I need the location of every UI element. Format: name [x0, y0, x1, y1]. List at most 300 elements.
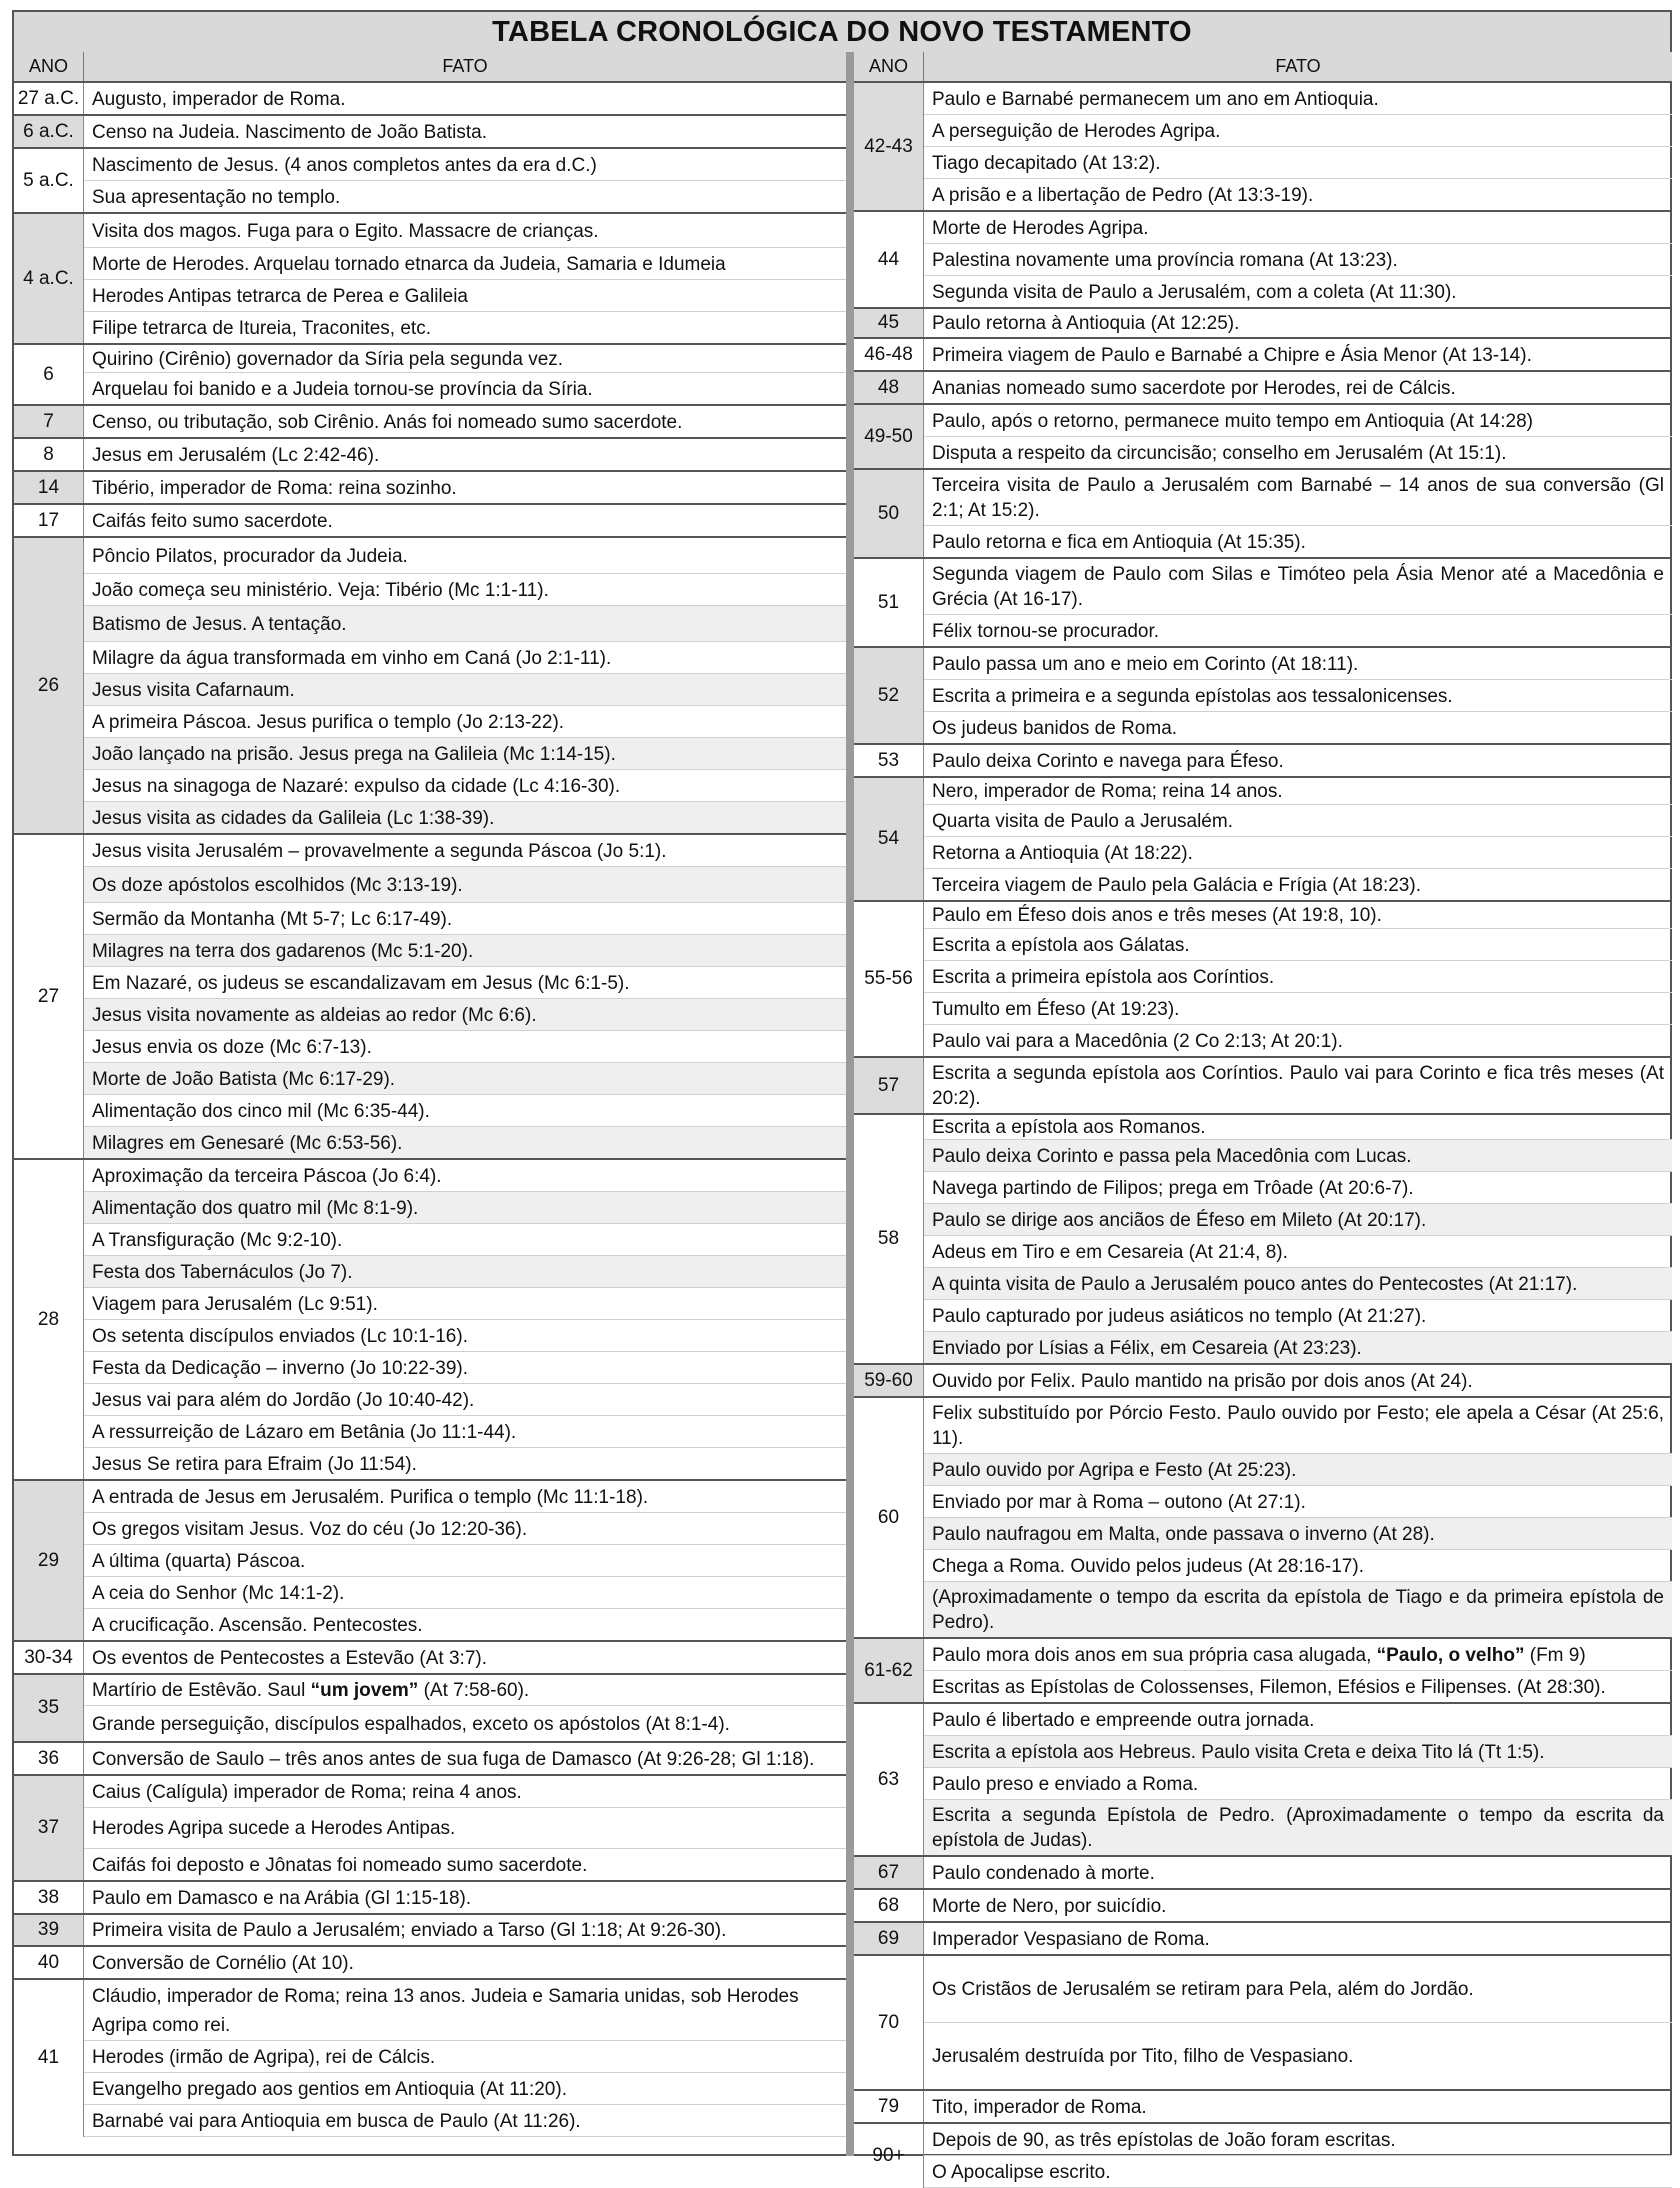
fact-cell: Grande perseguição, discípulos espalhados, exceto os apóstolos (At 8:1-4).	[84, 1706, 847, 1743]
table-row	[14, 834, 846, 867]
table-row	[14, 213, 846, 248]
year-cell: 27	[14, 834, 84, 1159]
table-row	[854, 1955, 1672, 2023]
table-row	[14, 1320, 846, 1352]
table-row	[854, 1768, 1672, 1800]
table-row	[14, 1159, 846, 1192]
fact-cell: Caifás feito sumo sacerdote.	[84, 504, 847, 537]
year-cell: 63	[854, 1703, 924, 1856]
fact-cell: Paulo e Barnabé permanecem um ano em Antioquia.	[924, 83, 1673, 115]
fact-cell: Festa da Dedicação – inverno (Jo 10:22-39).	[84, 1352, 847, 1384]
table-row	[14, 967, 846, 999]
chronology-page	[12, 10, 1672, 2183]
table-row	[14, 935, 846, 967]
table-row	[854, 1057, 1672, 1114]
table-row	[14, 1480, 846, 1513]
table-row	[14, 312, 846, 345]
table-row	[14, 115, 846, 148]
fact-cell: Escrita a segunda epístola aos Coríntios. Paulo vai para Corinto e fica três meses (At 20:2).	[924, 1057, 1673, 1114]
year-cell: 5 a.C.	[14, 148, 84, 213]
fact-cell: Alimentação dos cinco mil (Mc 6:35-44).	[84, 1095, 847, 1127]
table-row	[14, 1641, 846, 1674]
fact-cell: Depois de 90, as três epístolas de João foram escritas.	[924, 2123, 1673, 2156]
fact-cell: Milagres na terra dos gadarenos (Mc 5:1-20).	[84, 935, 847, 967]
table-row	[14, 1352, 846, 1384]
year-cell: 14	[14, 471, 84, 504]
table-row	[14, 1224, 846, 1256]
year-cell: 49-50	[854, 404, 924, 469]
table-row	[854, 1300, 1672, 1332]
fact-cell: Jesus envia os doze (Mc 6:7-13).	[84, 1031, 847, 1063]
table-row	[14, 1031, 846, 1063]
year-cell: 35	[14, 1674, 84, 1742]
year-cell: 60	[854, 1397, 924, 1638]
year-cell: 7	[14, 405, 84, 438]
table-row	[854, 179, 1672, 212]
left-header-row	[14, 52, 846, 83]
table-row	[14, 770, 846, 802]
fact-cell: Paulo condenado à morte.	[924, 1856, 1673, 1889]
fact-cell: Evangelho pregado aos gentios em Antioquia (At 11:20).	[84, 2073, 847, 2105]
fact-cell: Jesus visita Jerusalém – provavelmente a segunda Páscoa (Jo 5:1).	[84, 834, 847, 867]
table-row	[14, 574, 846, 606]
year-cell: 17	[14, 504, 84, 537]
fact-cell: Os judeus banidos de Roma.	[924, 712, 1673, 745]
table-row	[854, 901, 1672, 929]
year-cell: 39	[14, 1914, 84, 1946]
year-cell: 41	[14, 1979, 84, 2137]
fact-cell: Quirino (Cirênio) governador da Síria pela segunda vez.	[84, 344, 847, 373]
fact-cell: Sua apresentação no templo.	[84, 181, 847, 214]
fact-cell: Escritas as Epístolas de Colossenses, Filemon, Efésios e Filipenses. (At 28:30).	[924, 1671, 1673, 1704]
fact-cell: João começa seu ministério. Veja: Tibério (Mc 1:1-11).	[84, 574, 847, 606]
fact-cell: Paulo preso e enviado a Roma.	[924, 1768, 1673, 1800]
year-cell: 48	[854, 371, 924, 404]
fact-cell: Chega a Roma. Ouvido pelos judeus (At 28:16-17).	[924, 1550, 1673, 1582]
table-row	[854, 1638, 1672, 1671]
table-row	[14, 606, 846, 642]
table-row	[14, 373, 846, 406]
table-row	[854, 1856, 1672, 1889]
year-cell: 29	[14, 1480, 84, 1641]
table-row	[14, 1384, 846, 1416]
fact-cell: Tito, imperador de Roma.	[924, 2090, 1673, 2123]
fact-cell: Alimentação dos quatro mil (Mc 8:1-9).	[84, 1192, 847, 1224]
year-cell: 26	[14, 537, 84, 834]
fact-cell: Jesus em Jerusalém (Lc 2:42-46).	[84, 438, 847, 471]
fact-cell: A ressurreição de Lázaro em Betânia (Jo 11:1-44).	[84, 1416, 847, 1448]
fact-cell: Escrita a segunda Epístola de Pedro. (Aproximadamente o tempo da escrita da epístola de Judas).	[924, 1800, 1673, 1857]
fact-cell: Os doze apóstolos escolhidos (Mc 3:13-19).	[84, 867, 847, 903]
fact-cell: Jesus vai para além do Jordão (Jo 10:40-42).	[84, 1384, 847, 1416]
table-row	[854, 1332, 1672, 1365]
table-row	[854, 1889, 1672, 1922]
fact-cell: Escrita a epístola aos Hebreus. Paulo visita Creta e deixa Tito lá (Tt 1:5).	[924, 1736, 1673, 1768]
fact-header: FATO	[1275, 56, 1321, 76]
right-column	[854, 52, 1672, 2188]
table-row	[14, 1979, 846, 2041]
year-cell: 8	[14, 438, 84, 471]
table-row	[854, 1703, 1672, 1736]
fact-cell: Censo, ou tributação, sob Cirênio. Anás foi nomeado sumo sacerdote.	[84, 405, 847, 438]
table-row	[854, 437, 1672, 470]
fact-cell: Jesus visita as cidades da Galileia (Lc 1:38-39).	[84, 802, 847, 835]
table-row	[854, 1671, 1672, 1704]
fact-cell: Herodes Agripa sucede a Herodes Antipas.	[84, 1808, 847, 1849]
fact-cell: Herodes (irmão de Agripa), rei de Cálcis.	[84, 2041, 847, 2073]
table-row	[14, 999, 846, 1031]
table-row	[854, 1486, 1672, 1518]
table-row	[854, 1550, 1672, 1582]
year-header: ANO	[14, 52, 84, 81]
fact-cell: Arquelau foi banido e a Judeia tornou-se província da Síria.	[84, 373, 847, 406]
table-row	[14, 1742, 846, 1775]
fact-cell: Os Cristãos de Jerusalém se retiram para Pela, além do Jordão.	[924, 1955, 1673, 2023]
fact-cell: Nero, imperador de Roma; reina 14 anos.	[924, 777, 1673, 805]
fact-cell: Segunda viagem de Paulo com Silas e Timóteo pela Ásia Menor até a Macedônia e Grécia (At 16-17).	[924, 558, 1673, 615]
fact-cell: Imperador Vespasiano de Roma.	[924, 1922, 1673, 1955]
year-cell: 79	[854, 2090, 924, 2123]
fact-cell: Ouvido por Felix. Paulo mantido na prisão por dois anos (At 24).	[924, 1364, 1673, 1397]
fact-cell: Milagres em Genesaré (Mc 6:53-56).	[84, 1127, 847, 1160]
year-cell: 27 a.C.	[14, 83, 84, 115]
table-row	[854, 1800, 1672, 1857]
fact-cell: Batismo de Jesus. A tentação.	[84, 606, 847, 642]
table-row	[14, 1127, 846, 1160]
year-cell: 53	[854, 744, 924, 777]
year-cell: 38	[14, 1881, 84, 1914]
fact-cell: A prisão e a libertação de Pedro (At 13:3-19).	[924, 179, 1673, 212]
table-row	[854, 1736, 1672, 1768]
fact-cell: Félix tornou-se procurador.	[924, 615, 1673, 648]
page-title: TABELA CRONOLÓGICA DO NOVO TESTAMENTO	[14, 12, 1670, 54]
year-cell: 54	[854, 777, 924, 901]
fact-cell: Filipe tetrarca de Itureia, Traconites, etc.	[84, 312, 847, 345]
fact-cell: Os gregos visitam Jesus. Voz do céu (Jo 12:20-36).	[84, 1513, 847, 1545]
year-cell: 90+	[854, 2123, 924, 2188]
table-row	[14, 471, 846, 504]
right-chronology-table	[854, 83, 1672, 2188]
fact-cell: Tibério, imperador de Roma: reina sozinho.	[84, 471, 847, 504]
table-row	[14, 248, 846, 280]
table-row	[854, 647, 1672, 680]
fact-cell: Paulo naufragou em Malta, onde passava o inverno (At 28).	[924, 1518, 1673, 1550]
year-cell: 59-60	[854, 1364, 924, 1397]
fact-cell: Primeira viagem de Paulo e Barnabé a Chipre e Ásia Menor (At 13-14).	[924, 338, 1673, 371]
table-row	[854, 961, 1672, 993]
year-cell: 6 a.C.	[14, 115, 84, 148]
table-row	[854, 1140, 1672, 1172]
year-cell: 40	[14, 1946, 84, 1979]
table-row	[854, 1922, 1672, 1955]
fact-cell: Retorna a Antioquia (At 18:22).	[924, 837, 1673, 869]
year-header: ANO	[854, 52, 924, 81]
table-row	[854, 2023, 1672, 2091]
fact-cell: A Transfiguração (Mc 9:2-10).	[84, 1224, 847, 1256]
fact-cell: Jerusalém destruída por Tito, filho de Vespasiano.	[924, 2023, 1673, 2091]
year-cell: 30-34	[14, 1641, 84, 1674]
fact-cell: Barnabé vai para Antioquia em busca de Paulo (At 11:26).	[84, 2105, 847, 2137]
fact-cell: Milagre da água transformada em vinho em Caná (Jo 2:1-11).	[84, 642, 847, 674]
table-row	[14, 1849, 846, 1882]
fact-cell: Augusto, imperador de Roma.	[84, 83, 847, 115]
table-row	[14, 1881, 846, 1914]
fact-cell: Visita dos magos. Fuga para o Egito. Massacre de crianças.	[84, 213, 847, 248]
table-row	[854, 338, 1672, 371]
fact-cell: A quinta visita de Paulo a Jerusalém pouco antes do Pentecostes (At 21:17).	[924, 1268, 1673, 1300]
fact-cell: Paulo é libertado e empreende outra jornada.	[924, 1703, 1673, 1736]
table-row	[854, 211, 1672, 244]
fact-cell: Festa dos Tabernáculos (Jo 7).	[84, 1256, 847, 1288]
table-row	[14, 642, 846, 674]
fact-cell: Morte de Herodes Agripa.	[924, 211, 1673, 244]
table-row	[14, 1192, 846, 1224]
table-row	[14, 1063, 846, 1095]
year-cell: 61-62	[854, 1638, 924, 1703]
fact-cell: Nascimento de Jesus. (4 anos completos antes da era d.C.)	[84, 148, 847, 181]
fact-cell: Tiago decapitado (At 13:2).	[924, 147, 1673, 179]
table-row	[14, 280, 846, 312]
fact-cell: Paulo retorna e fica em Antioquia (At 15:35).	[924, 526, 1673, 559]
fact-cell: Censo na Judeia. Nascimento de João Batista.	[84, 115, 847, 148]
quoted-emphasis: “um jovem”	[310, 1680, 419, 1701]
fact-cell: Sermão da Montanha (Mt 5-7; Lc 6:17-49).	[84, 903, 847, 935]
table-row	[854, 371, 1672, 404]
year-cell: 4 a.C.	[14, 213, 84, 344]
fact-cell: Escrita a primeira epístola aos Coríntios.	[924, 961, 1673, 993]
fact-cell: Tumulto em Éfeso (At 19:23).	[924, 993, 1673, 1025]
fact-cell: Jesus na sinagoga de Nazaré: expulso da cidade (Lc 4:16-30).	[84, 770, 847, 802]
fact-cell: Morte de João Batista (Mc 6:17-29).	[84, 1063, 847, 1095]
table-row	[14, 867, 846, 903]
table-row	[14, 1513, 846, 1545]
fact-cell: Morte de Nero, por suicídio.	[924, 1889, 1673, 1922]
fact-cell: Jesus visita novamente as aldeias ao redor (Mc 6:6).	[84, 999, 847, 1031]
table-row	[854, 83, 1672, 115]
table-row	[14, 1706, 846, 1743]
table-row	[14, 2105, 846, 2137]
fact-cell: Paulo ouvido por Agripa e Festo (At 25:23).	[924, 1454, 1673, 1486]
table-row	[854, 244, 1672, 276]
table-row	[14, 537, 846, 574]
year-cell: 42-43	[854, 83, 924, 211]
year-cell: 58	[854, 1114, 924, 1364]
fact-cell: Paulo retorna à Antioquia (At 12:25).	[924, 308, 1673, 338]
table-row	[854, 1172, 1672, 1204]
fact-cell: Pôncio Pilatos, procurador da Judeia.	[84, 537, 847, 574]
fact-cell: Morte de Herodes. Arquelau tornado etnarca da Judeia, Samaria e Idumeia	[84, 248, 847, 280]
table-row	[14, 1577, 846, 1609]
table-row	[14, 504, 846, 537]
table-row	[854, 2123, 1672, 2156]
table-row	[14, 1914, 846, 1946]
fact-cell: A ceia do Senhor (Mc 14:1-2).	[84, 1577, 847, 1609]
table-row	[14, 903, 846, 935]
year-cell: 44	[854, 211, 924, 308]
table-row	[854, 1025, 1672, 1058]
table-row	[854, 1114, 1672, 1140]
fact-cell: Terceira viagem de Paulo pela Galácia e Frígia (At 18:23).	[924, 869, 1673, 902]
table-row	[854, 1236, 1672, 1268]
year-cell: 57	[854, 1057, 924, 1114]
table-row	[14, 1946, 846, 1979]
fact-cell: Palestina novamente uma província romana (At 13:23).	[924, 244, 1673, 276]
table-row	[14, 1609, 846, 1642]
table-row	[854, 744, 1672, 777]
year-cell: 50	[854, 469, 924, 558]
table-row	[854, 1268, 1672, 1300]
fact-cell: Felix substituído por Pórcio Festo. Paulo ouvido por Festo; ele apela a César (At 25:6, 11).	[924, 1397, 1673, 1454]
fact-cell: Martírio de Estêvão. Saul “um jovem” (At 7:58-60).	[84, 1674, 847, 1706]
table-row	[14, 1095, 846, 1127]
fact-cell: Em Nazaré, os judeus se escandalizavam em Jesus (Mc 6:1-5).	[84, 967, 847, 999]
table-row	[854, 2156, 1672, 2188]
table-row	[854, 805, 1672, 837]
fact-cell: Paulo capturado por judeus asiáticos no templo (At 21:27).	[924, 1300, 1673, 1332]
fact-cell: Cláudio, imperador de Roma; reina 13 anos. Judeia e Samaria unidas, sob Herodes Agripa como rei.	[84, 1979, 847, 2041]
table-row	[14, 148, 846, 181]
year-cell: 70	[854, 1955, 924, 2090]
fact-cell: Paulo em Damasco e na Arábia (Gl 1:15-18).	[84, 1881, 847, 1914]
table-row	[854, 526, 1672, 559]
year-cell: 52	[854, 647, 924, 744]
left-column	[14, 52, 846, 2137]
fact-cell: Segunda visita de Paulo a Jerusalém, com a coleta (At 11:30).	[924, 276, 1673, 309]
fact-cell: Navega partindo de Filipos; prega em Trôade (At 20:6-7).	[924, 1172, 1673, 1204]
fact-cell: O Apocalipse escrito.	[924, 2156, 1673, 2188]
year-cell: 51	[854, 558, 924, 647]
column-divider	[846, 52, 854, 2156]
fact-cell: Escrita a primeira e a segunda epístolas aos tessalonicenses.	[924, 680, 1673, 712]
fact-cell: A primeira Páscoa. Jesus purifica o templo (Jo 2:13-22).	[84, 706, 847, 738]
year-cell: 67	[854, 1856, 924, 1889]
table-row	[14, 1808, 846, 1849]
table-row	[854, 777, 1672, 805]
fact-cell: Quarta visita de Paulo a Jerusalém.	[924, 805, 1673, 837]
fact-cell: Escrita a epístola aos Gálatas.	[924, 929, 1673, 961]
table-row	[14, 344, 846, 373]
table-row	[14, 738, 846, 770]
table-row	[854, 404, 1672, 437]
fact-cell: (Aproximadamente o tempo da escrita da epístola de Tiago e da primeira epístola de Pedro).	[924, 1582, 1673, 1639]
fact-cell: Ananias nomeado sumo sacerdote por Herodes, rei de Cálcis.	[924, 371, 1673, 404]
table-row	[14, 1674, 846, 1706]
table-row	[854, 2090, 1672, 2123]
table-row	[854, 469, 1672, 526]
fact-cell: Os eventos de Pentecostes a Estevão (At 3:7).	[84, 1641, 847, 1674]
year-cell: 68	[854, 1889, 924, 1922]
table-row	[854, 869, 1672, 902]
table-row	[14, 181, 846, 214]
table-row	[14, 1416, 846, 1448]
fact-cell: Jesus Se retira para Efraim (Jo 11:54).	[84, 1448, 847, 1481]
fact-cell: Paulo deixa Corinto e passa pela Macedônia com Lucas.	[924, 1140, 1673, 1172]
fact-cell: Disputa a respeito da circuncisão; conselho em Jerusalém (At 15:1).	[924, 437, 1673, 470]
year-cell: 6	[14, 344, 84, 405]
table-row	[854, 276, 1672, 309]
table-row	[14, 802, 846, 835]
table-row	[854, 1397, 1672, 1454]
fact-cell: Enviado por Lísias a Félix, em Cesareia (At 23:23).	[924, 1332, 1673, 1365]
table-row	[14, 2041, 846, 2073]
fact-cell: Os setenta discípulos enviados (Lc 10:1-16).	[84, 1320, 847, 1352]
year-cell: 55-56	[854, 901, 924, 1057]
fact-cell: A entrada de Jesus em Jerusalém. Purifica o templo (Mc 11:1-18).	[84, 1480, 847, 1513]
year-cell: 69	[854, 1922, 924, 1955]
fact-cell: Paulo se dirige aos anciãos de Éfeso em Mileto (At 20:17).	[924, 1204, 1673, 1236]
fact-cell: A perseguição de Herodes Agripa.	[924, 115, 1673, 147]
table-row	[854, 929, 1672, 961]
fact-cell: Paulo, após o retorno, permanece muito tempo em Antioquia (At 14:28)	[924, 404, 1673, 437]
table-row	[14, 674, 846, 706]
table-row	[14, 438, 846, 471]
table-row	[854, 993, 1672, 1025]
table-row	[854, 712, 1672, 745]
fact-cell: Jesus visita Cafarnaum.	[84, 674, 847, 706]
fact-cell: Herodes Antipas tetrarca de Perea e Galileia	[84, 280, 847, 312]
fact-cell: Conversão de Saulo – três anos antes de sua fuga de Damasco (At 9:26-28; Gl 1:18).	[84, 1742, 847, 1775]
table-row	[854, 558, 1672, 615]
table-row	[854, 1364, 1672, 1397]
table-row	[14, 1545, 846, 1577]
year-cell: 45	[854, 308, 924, 338]
quoted-emphasis: “Paulo, o velho”	[1376, 1645, 1525, 1666]
year-cell: 36	[14, 1742, 84, 1775]
table-row	[14, 405, 846, 438]
year-cell: 28	[14, 1159, 84, 1480]
fact-cell: Enviado por mar à Roma – outono (At 27:1).	[924, 1486, 1673, 1518]
fact-cell: Escrita a epístola aos Romanos.	[924, 1114, 1673, 1140]
fact-cell: Caifás foi deposto e Jônatas foi nomeado sumo sacerdote.	[84, 1849, 847, 1882]
fact-cell: A última (quarta) Páscoa.	[84, 1545, 847, 1577]
table-row	[14, 1288, 846, 1320]
table-row	[854, 837, 1672, 869]
year-cell: 46-48	[854, 338, 924, 371]
table-row	[14, 1256, 846, 1288]
table-row	[14, 1775, 846, 1808]
table-row	[854, 1582, 1672, 1639]
table-row	[854, 115, 1672, 147]
fact-cell: Viagem para Jerusalém (Lc 9:51).	[84, 1288, 847, 1320]
table-row	[854, 680, 1672, 712]
fact-cell: Paulo em Éfeso dois anos e três meses (At 19:8, 10).	[924, 901, 1673, 929]
fact-cell: Conversão de Cornélio (At 10).	[84, 1946, 847, 1979]
table-row	[14, 706, 846, 738]
table-row	[14, 1448, 846, 1481]
table-row	[854, 1204, 1672, 1236]
fact-cell: Paulo passa um ano e meio em Corinto (At 18:11).	[924, 647, 1673, 680]
fact-cell: João lançado na prisão. Jesus prega na Galileia (Mc 1:14-15).	[84, 738, 847, 770]
fact-cell: Paulo vai para a Macedônia (2 Co 2:13; At 20:1).	[924, 1025, 1673, 1058]
fact-cell: Terceira visita de Paulo a Jerusalém com Barnabé – 14 anos de sua conversão (Gl 2:1; At 15:2).	[924, 469, 1673, 526]
table-row	[854, 1518, 1672, 1550]
fact-cell: Aproximação da terceira Páscoa (Jo 6:4).	[84, 1159, 847, 1192]
table-row	[854, 308, 1672, 338]
fact-cell: Paulo deixa Corinto e navega para Éfeso.	[924, 744, 1673, 777]
table-row	[14, 83, 846, 115]
year-cell: 37	[14, 1775, 84, 1881]
table-row	[854, 615, 1672, 648]
table-row	[854, 147, 1672, 179]
fact-cell: Adeus em Tiro e em Cesareia (At 21:4, 8).	[924, 1236, 1673, 1268]
right-header-row	[854, 52, 1672, 83]
table-row	[854, 1454, 1672, 1486]
left-chronology-table	[14, 83, 846, 2137]
table-row	[14, 2073, 846, 2105]
fact-cell: Primeira visita de Paulo a Jerusalém; enviado a Tarso (Gl 1:18; At 9:26-30).	[84, 1914, 847, 1946]
fact-header: FATO	[442, 56, 488, 76]
fact-cell: Paulo mora dois anos em sua própria casa alugada, “Paulo, o velho” (Fm 9)	[924, 1638, 1673, 1671]
